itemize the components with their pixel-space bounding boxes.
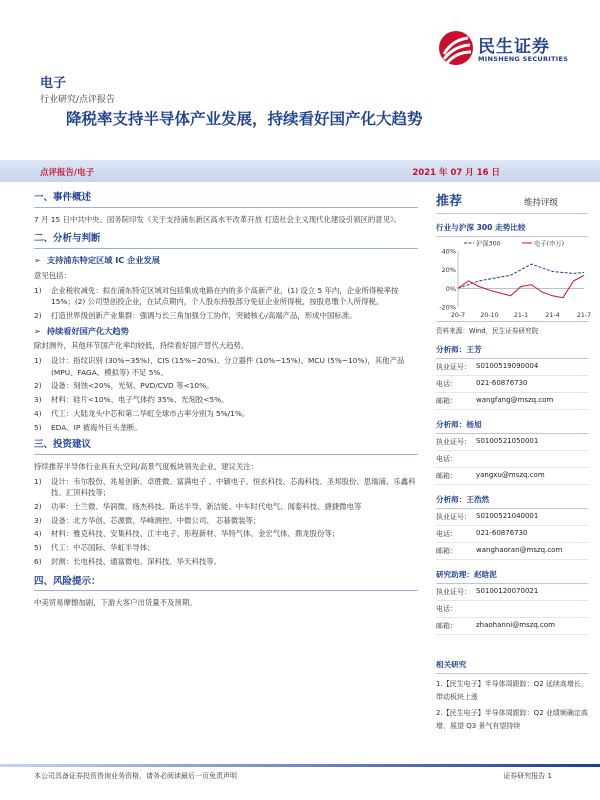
recommend-label: 推荐: [436, 194, 463, 209]
analyst-row: 执业证号： S0100521040001: [436, 509, 588, 526]
main-content: [34, 192, 418, 612]
footer-page: 证券研究报告 1: [503, 772, 552, 780]
sector-title: 电子: [40, 76, 67, 91]
brand-logo: [438, 30, 588, 72]
list-item: 1) 企业税收减免：拟在浦东特定区域对包括集成电路在内的多个高新产业，(1) 设立 5 年内，企业所得税率按 15%；(2) 公司型创投企业，在试点期内，个人股东持股部分免征企业所得税，按股息缴个人所得税。: [34, 285, 399, 307]
series-line-0: [458, 264, 584, 288]
performance-chart: [436, 237, 592, 319]
performance-chart-svg: [436, 237, 592, 319]
band-date: 2021 年 07 月 16 日: [412, 168, 500, 178]
arrow-icon: ➢: [34, 325, 41, 336]
y-tick-label: -20%: [439, 303, 456, 312]
chart-source: 资料来源：Wind，民生证券研究院: [436, 321, 588, 335]
analyst-row: 邮箱： yangxu@mszq.com: [436, 468, 588, 485]
list-item: 1) 设计：韦尔股份、兆易创新、卓胜微、富满电子 、中颖电子、恒玄科技、芯海科技、圣邦股份、思瑞浦、乐鑫科技、汇顶科技等；: [34, 476, 416, 498]
y-tick-label: 40%: [441, 247, 456, 256]
analyst-row: 邮箱： wanghaoran@mszq.com: [436, 543, 588, 560]
section-heading: 一、事件概述: [34, 192, 418, 208]
analyst-heading: 研究助理：赵晗泥: [436, 569, 588, 584]
list-item: 1) 设计：指纹识别 (30%~35%)、CIS (15%~20%)、分立器件 (10%~15%)、MCU (5%~10%)，其他产品 (MPU、FAGA、模拟等) 不足 5%。: [34, 356, 405, 377]
chart-title: 行业与沪深 300 走势比较: [436, 222, 588, 237]
x-tick-label: 20-10: [480, 312, 499, 319]
legend-label: 电子(申万): [534, 240, 565, 248]
list-item: 4) 材料：雅克科技、安集科技、江丰电子、彤程新材、华特气体、金宏气体、鼎龙股份等；: [34, 529, 340, 539]
brand-logo-icon: [438, 30, 474, 66]
sidebar: [436, 190, 592, 732]
info-band: [0, 160, 600, 182]
report-headline: 降税率支持半导体产业发展，持续看好国产化大趋势: [66, 109, 423, 128]
list-item: 2) 功率：士兰微、华润微、扬杰科技、斯达半导、新洁能、中车时代电气、闻泰科技、捷捷微电等: [34, 502, 362, 512]
subheading: ➢ 持续看好国产化大趋势: [34, 325, 129, 336]
analyst-row: 电话：: [436, 451, 588, 468]
y-tick-label: 20%: [441, 266, 456, 275]
analyst-row: 电话：: [436, 601, 588, 618]
section-heading: 四、风险提示：: [34, 576, 418, 592]
analyst-row: 邮箱： zhaohanni@mszq.com: [436, 618, 588, 635]
x-tick-label: 20-7: [450, 312, 466, 319]
related-link[interactable]: 2.【民生电子】半导体周跟踪：Q2 业绩频确定高增，展望 Q3 景气有望持续: [436, 709, 588, 730]
related-heading: 相关研究: [436, 659, 588, 674]
brand-name-cn: 民生证券: [478, 37, 550, 57]
analyst-heading: 分析师：王浩然: [436, 494, 588, 509]
legend-label: 沪深300: [476, 240, 501, 248]
list-item: 6) 封测：长电科技、通富微电、深科技、华天科技等。: [34, 556, 221, 566]
x-tick-label: 21-4: [545, 312, 560, 319]
report-type: 行业研究/点评报告: [40, 95, 116, 105]
list-item: 4) 代工：大陆龙头中芯和第二华虹全球市占率分别为 5%/1%。: [34, 408, 250, 418]
list-item: 3) 材料：硅片<10%、电子气体约 35%、光刻胶<5%。: [34, 395, 229, 405]
risk-paragraph: 中美贸易摩擦加剧，下游大客户出货量不及预期。: [34, 598, 197, 608]
brand-name-en: MINSHENG SECURITIES: [478, 55, 569, 63]
footer-disclaimer: 本公司具备证券投资咨询业务资格，请务必阅读最后一页免责声明: [34, 772, 237, 780]
analyst-row: 邮箱： wangfang@mszq.com: [436, 393, 588, 410]
analyst-heading: 分析师：杨旭: [436, 419, 588, 434]
section-heading: 三、投资建议: [34, 439, 418, 455]
list-item: 5) EDA、IP 被海外巨头垄断。: [34, 422, 142, 432]
band-category: 点评报告/电子: [40, 168, 95, 178]
section-heading: 二、分析与判断: [34, 233, 418, 249]
analyst-heading: 分析师：王芳: [436, 344, 588, 359]
list-item: 3) 设备：北方华创、芯源微、华峰测控、中微公司、 芯碁微装等；: [34, 515, 261, 525]
list-item: 2) 设备：刻蚀<20%，光刻、PVD/CVD 等<10%。: [34, 381, 214, 391]
y-tick-label: 0%: [445, 284, 456, 293]
paragraph: 意见包括：: [34, 270, 71, 280]
list-item: 5) 代工：中芯国际、华虹半导体；: [34, 543, 155, 553]
paragraph: 持续推荐半导体行业具有大空间/高景气度板块领先企业，建议关注：: [34, 461, 259, 471]
analyst-row: 执业证号： S0100519090004: [436, 359, 588, 376]
analyst-row: 执业证号： S0100521050001: [436, 434, 588, 451]
rating-row: [436, 190, 588, 214]
x-tick-label: 21-7: [576, 312, 592, 319]
analyst-row: 执业证号： S0100120070021: [436, 584, 588, 601]
event-summary: 7 月 15 日中共中央、国务院印发《关于支持浦东新区高水平改革开放 打造社会主义现代化建设引领区的意见》。: [34, 214, 402, 224]
series-line-1: [458, 275, 584, 297]
x-tick-label: 21-1: [513, 312, 529, 319]
subheading: ➢ 支持浦东特定区域 IC 企业发展: [34, 255, 160, 266]
list-item: 2) 打造世界级创新产业集群：强调与长三角加强分工协作，突破核心/高端产品，形成中国标准。: [34, 310, 357, 320]
analyst-row: 电话： 021-60876730: [436, 526, 588, 543]
rating-label: 维持评级: [523, 198, 558, 208]
footer-divider: [0, 764, 600, 767]
related-link[interactable]: 1.【民生电子】半导体周跟踪：Q2 延续高增长，带动板块上涨: [436, 680, 588, 701]
paragraph: 除封测外，其他环节国产化率均较低，持续看好国产替代大趋势。: [34, 341, 249, 351]
arrow-icon: ➢: [34, 255, 41, 266]
analyst-row: 电话： 021-60876730: [436, 376, 588, 393]
